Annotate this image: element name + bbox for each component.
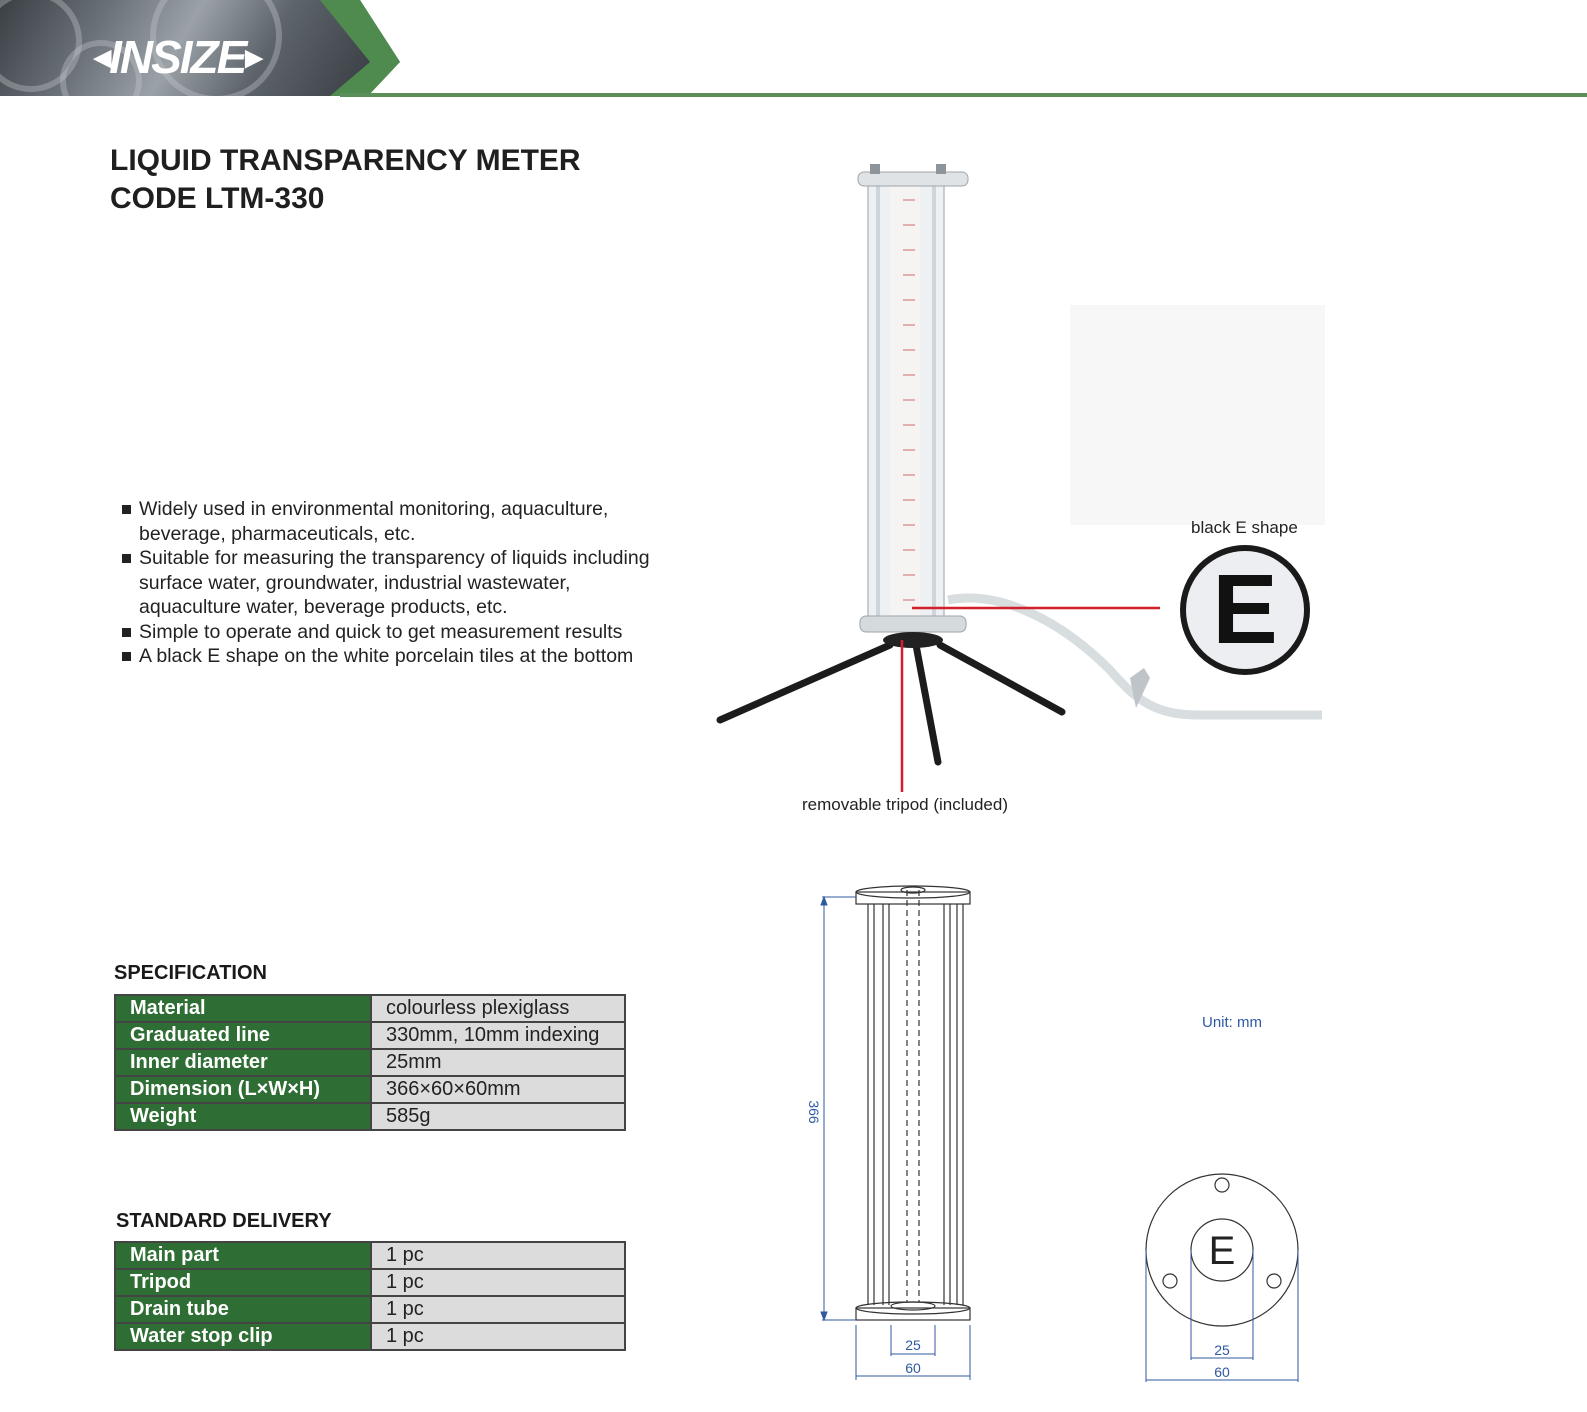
specification-table xyxy=(114,994,626,1131)
support-rod xyxy=(876,178,880,618)
top-dimension-inner-label: 25 xyxy=(1214,1342,1230,1358)
top-flange xyxy=(858,172,968,186)
delivery-table xyxy=(114,1241,626,1351)
delivery-item: Tripod xyxy=(115,1269,371,1296)
feature-text: Simple to operate and quick to get measurement results xyxy=(139,620,623,643)
delivery-heading: STANDARD DELIVERY xyxy=(116,1210,332,1232)
table-row xyxy=(115,1269,625,1296)
spec-value: 330mm, 10mm indexing xyxy=(371,1022,625,1049)
brand-logo xyxy=(94,30,260,84)
bullet-square-icon xyxy=(122,628,131,637)
table-row xyxy=(115,1022,625,1049)
spec-key: Weight xyxy=(115,1103,371,1130)
bullet-square-icon xyxy=(122,554,131,563)
tripod-label: removable tripod (included) xyxy=(802,795,1008,814)
feature-text: beverage, pharmaceuticals, etc. xyxy=(139,522,416,545)
spec-value: 25mm xyxy=(371,1049,625,1076)
spec-key: Dimension (L×W×H) xyxy=(115,1076,371,1103)
drawing-e-letter: E xyxy=(1208,1229,1236,1273)
table-row xyxy=(115,995,625,1022)
feature-text: surface water, groundwater, industrial wastewater, xyxy=(139,571,571,594)
delivery-qty: 1 pc xyxy=(371,1323,625,1350)
e-badge-letter: E xyxy=(1212,554,1278,664)
support-rod xyxy=(932,178,936,618)
page-title xyxy=(110,142,581,218)
feature-list xyxy=(118,497,718,669)
tripod-mount xyxy=(883,632,943,648)
spec-key: Inner diameter xyxy=(115,1049,371,1076)
dimension-inner-label: 25 xyxy=(905,1337,921,1353)
delivery-item: Main part xyxy=(115,1242,371,1269)
tripod-leg xyxy=(720,645,890,720)
product-name: LIQUID TRANSPARENCY METER xyxy=(110,144,581,177)
feature-text: Widely used in environmental monitoring, aquaculture, xyxy=(139,498,609,520)
drawing-bolt-hole xyxy=(1267,1274,1281,1288)
bullet-square-icon xyxy=(122,652,131,661)
header-divider xyxy=(340,93,1587,97)
delivery-qty: 1 pc xyxy=(371,1242,625,1269)
feature-text: A black E shape on the white porcelain tiles at the bottom xyxy=(139,645,634,667)
delivery-qty: 1 pc xyxy=(371,1296,625,1323)
specification-heading: SPECIFICATION xyxy=(114,962,267,984)
unit-label: Unit: mm xyxy=(1202,1014,1262,1031)
photo-backdrop xyxy=(1070,305,1325,525)
list-item xyxy=(118,546,718,620)
bullet-square-icon xyxy=(122,505,131,514)
table-row xyxy=(115,1103,625,1130)
e-shape-label: black E shape xyxy=(1191,518,1298,537)
table-row xyxy=(115,1049,625,1076)
tripod-leg xyxy=(916,645,938,762)
flange-bolt xyxy=(936,164,946,174)
side-view-drawing xyxy=(800,880,1000,1395)
list-item xyxy=(118,497,718,546)
flange-bolt xyxy=(870,164,880,174)
spec-value: 366×60×60mm xyxy=(371,1076,625,1103)
spec-value: 585g xyxy=(371,1103,625,1130)
logo-text: INSIZE xyxy=(109,31,246,83)
feature-text: Suitable for measuring the transparency of liquids including xyxy=(139,547,650,569)
spec-value: colourless plexiglass xyxy=(371,995,625,1022)
product-photo xyxy=(700,150,1360,830)
table-row xyxy=(115,1242,625,1269)
delivery-item: Water stop clip xyxy=(115,1323,371,1350)
feature-text: aquaculture water, beverage products, etc. xyxy=(139,596,508,618)
delivery-item: Drain tube xyxy=(115,1296,371,1323)
table-row xyxy=(115,1296,625,1323)
dimension-outer-label: 60 xyxy=(905,1360,921,1376)
delivery-qty: 1 pc xyxy=(371,1269,625,1296)
top-dimension-outer-label: 60 xyxy=(1214,1364,1230,1380)
bottom-flange xyxy=(860,616,966,632)
table-row xyxy=(115,1076,625,1103)
spec-key: Material xyxy=(115,995,371,1022)
tripod-leg xyxy=(940,645,1062,712)
spec-key: Graduated line xyxy=(115,1022,371,1049)
table-row xyxy=(115,1323,625,1350)
top-view-drawing xyxy=(1130,1160,1320,1400)
logo-right-arrow-icon: ▸ xyxy=(245,38,261,76)
drawing-bolt-hole xyxy=(1163,1274,1177,1288)
drawing-bolt-hole xyxy=(1215,1178,1229,1192)
logo-left-arrow-icon: ◂ xyxy=(94,38,110,76)
list-item xyxy=(118,620,718,645)
list-item xyxy=(118,644,718,669)
product-code: CODE LTM-330 xyxy=(110,182,325,215)
dimension-height-label: 366 xyxy=(806,1100,822,1124)
